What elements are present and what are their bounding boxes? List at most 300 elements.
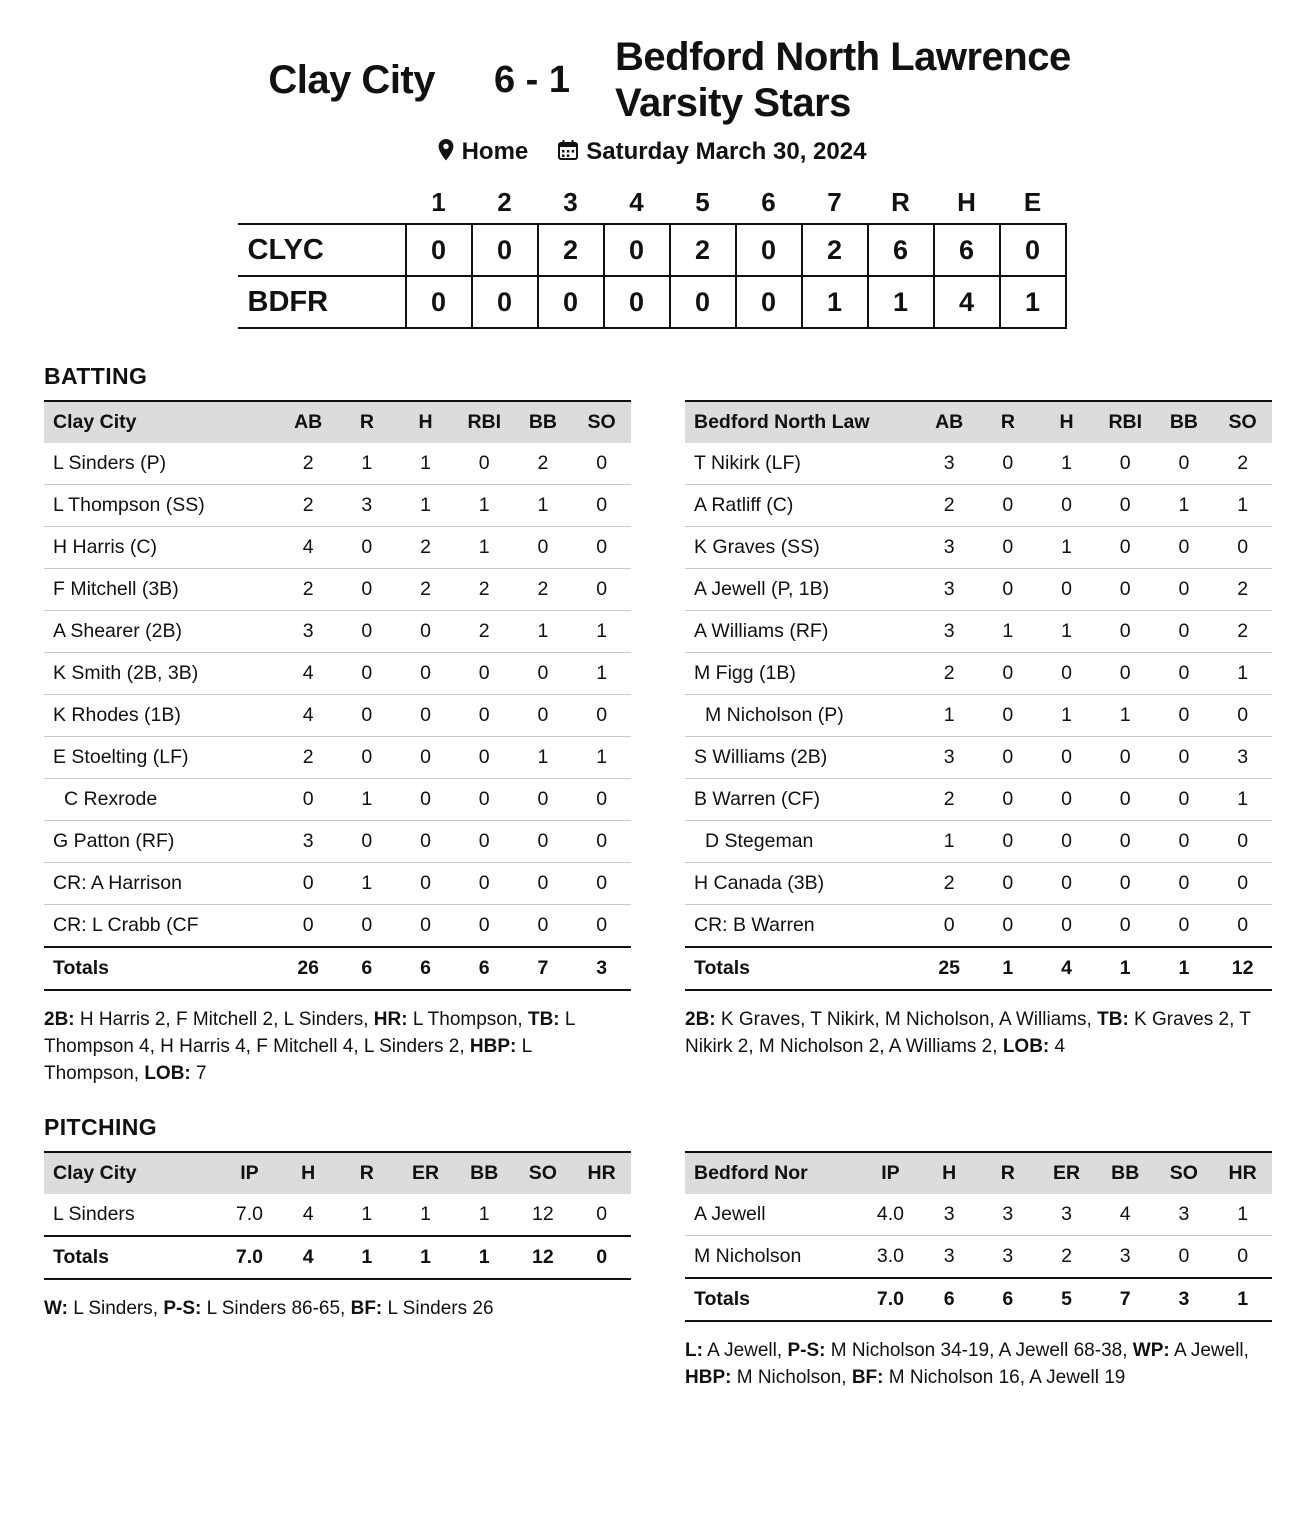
stat-h: 0 — [396, 905, 455, 948]
table-row — [44, 821, 631, 863]
stat-h: 3 — [920, 1194, 979, 1236]
stat-so: 0 — [572, 485, 631, 527]
stat-h: 2 — [396, 527, 455, 569]
table-row — [44, 1194, 631, 1236]
totals-ab: 26 — [279, 947, 338, 990]
note-text: H Harris 2, F Mitchell 2, L Sinders, — [74, 1009, 374, 1030]
note-label: 2B: — [685, 1009, 716, 1030]
linescore-away-errors: 0 — [1000, 224, 1066, 276]
stat-rbi: 0 — [1096, 905, 1155, 948]
linescore-home-errors: 1 — [1000, 276, 1066, 328]
stat-ab: 1 — [920, 695, 979, 737]
stat-ab: 3 — [920, 737, 979, 779]
linescore-away-inn-6: 0 — [736, 224, 802, 276]
stat-r: 1 — [338, 863, 397, 905]
col-h: H — [920, 1152, 979, 1194]
linescore-away-inn-4: 0 — [604, 224, 670, 276]
stat-ab: 3 — [920, 569, 979, 611]
stat-r: 1 — [338, 779, 397, 821]
stat-bb: 2 — [514, 569, 573, 611]
stat-rbi: 0 — [455, 779, 514, 821]
stat-bb: 0 — [1155, 611, 1214, 653]
player-name: S Williams (2B) — [685, 737, 920, 779]
stat-ip: 3.0 — [861, 1235, 920, 1278]
stat-r: 0 — [979, 569, 1038, 611]
totals-label: Totals — [44, 1236, 220, 1279]
col-bb: BB — [455, 1152, 514, 1194]
stat-h: 0 — [1037, 863, 1096, 905]
note-text: L Sinders 86-65, — [201, 1297, 351, 1319]
stat-rbi: 1 — [1096, 695, 1155, 737]
stat-so: 1 — [572, 611, 631, 653]
stat-so: 2 — [1213, 443, 1272, 485]
away-team-name: Clay City — [268, 57, 435, 102]
col-h: H — [279, 1152, 338, 1194]
player-name: L Thompson (SS) — [44, 485, 279, 527]
table-row — [44, 611, 631, 653]
stat-h: 0 — [396, 779, 455, 821]
stat-ab: 3 — [920, 527, 979, 569]
col-hr: HR — [572, 1152, 631, 1194]
stat-so: 1 — [572, 653, 631, 695]
linescore-away-inn-2: 0 — [472, 224, 538, 276]
col-ab: AB — [279, 401, 338, 443]
totals-bb: 7 — [1096, 1278, 1155, 1321]
stat-bb: 0 — [514, 527, 573, 569]
stat-rbi: 1 — [455, 485, 514, 527]
batting-columns — [0, 400, 1304, 1088]
teams-line — [0, 34, 1304, 126]
table-row — [685, 863, 1272, 905]
stat-h: 0 — [396, 695, 455, 737]
stat-bb: 0 — [514, 779, 573, 821]
stat-so: 1 — [1213, 779, 1272, 821]
stat-rbi: 0 — [455, 863, 514, 905]
stat-er: 3 — [1037, 1194, 1096, 1236]
table-row — [44, 779, 631, 821]
note-label: LOB: — [144, 1062, 191, 1084]
col-r: R — [978, 1152, 1037, 1194]
totals-h: 4 — [1037, 947, 1096, 990]
table-row — [685, 821, 1272, 863]
stat-h: 0 — [1037, 485, 1096, 527]
stat-h: 2 — [396, 569, 455, 611]
linescore-away-inn-7: 2 — [802, 224, 868, 276]
stat-r: 0 — [979, 527, 1038, 569]
stat-ab: 2 — [920, 485, 979, 527]
totals-row — [685, 947, 1272, 990]
stat-rbi: 0 — [1096, 863, 1155, 905]
stat-r: 0 — [338, 611, 397, 653]
player-name: A Williams (RF) — [685, 611, 920, 653]
linescore-col-7: 7 — [827, 187, 842, 217]
col-ab: AB — [920, 401, 979, 443]
player-name: E Stoelting (LF) — [44, 737, 279, 779]
linescore-col-r: R — [891, 187, 910, 217]
linescore-away-inn-5: 2 — [670, 224, 736, 276]
stat-rbi: 0 — [455, 443, 514, 485]
pitching-home-table — [685, 1151, 1272, 1322]
stat-rbi: 0 — [455, 905, 514, 948]
stat-r: 0 — [979, 863, 1038, 905]
linescore-home-inn-5: 0 — [670, 276, 736, 328]
stat-hr: 0 — [572, 1194, 631, 1236]
stat-so: 0 — [572, 443, 631, 485]
linescore-col-6: 6 — [761, 187, 776, 217]
table-row — [44, 569, 631, 611]
note-label: W: — [44, 1297, 68, 1319]
col-ip: IP — [220, 1152, 279, 1194]
linescore-away-inn-3: 2 — [538, 224, 604, 276]
col-h: H — [1037, 401, 1096, 443]
linescore-away-abbr: CLYC — [238, 224, 406, 276]
stat-rbi: 2 — [455, 569, 514, 611]
stat-er: 1 — [396, 1194, 455, 1236]
location-pin-icon — [438, 139, 454, 166]
stat-hr: 1 — [1213, 1194, 1272, 1236]
stat-bb: 0 — [514, 905, 573, 948]
home-team-name: Bedford North Lawrence Varsity Stars — [615, 35, 1071, 125]
player-name: A Ratliff (C) — [685, 485, 920, 527]
note-label: TB: — [527, 1009, 560, 1030]
linescore-col-e: E — [1023, 187, 1042, 217]
note-text: K Graves 2, T Nikirk 2, M Nicholson 2, A Williams 2, — [685, 1009, 1251, 1057]
stat-bb: 4 — [1096, 1194, 1155, 1236]
table-row — [44, 443, 631, 485]
stat-rbi: 0 — [455, 695, 514, 737]
stat-bb: 0 — [1155, 821, 1214, 863]
stat-h: 1 — [1037, 527, 1096, 569]
stat-rbi: 0 — [1096, 737, 1155, 779]
col-r: R — [337, 1152, 396, 1194]
linescore-home-abbr: BDFR — [238, 276, 406, 328]
totals-r: 1 — [979, 947, 1038, 990]
stat-ab: 0 — [279, 905, 338, 948]
note-label: 2B: — [44, 1009, 75, 1030]
note-text: L Sinders, — [67, 1297, 164, 1319]
batting-home-column — [685, 400, 1272, 1088]
stat-ab: 3 — [920, 443, 979, 485]
note-label: L: — [685, 1339, 703, 1361]
col-rbi: RBI — [455, 401, 514, 443]
stat-ab: 3 — [279, 611, 338, 653]
stat-h: 1 — [1037, 611, 1096, 653]
batting-away-team-header: Clay City — [44, 401, 279, 443]
game-location-label: Home — [461, 138, 529, 165]
stat-rbi: 0 — [1096, 443, 1155, 485]
stat-ab: 1 — [920, 821, 979, 863]
note-label: WP: — [1132, 1339, 1170, 1361]
player-name: K Rhodes (1B) — [44, 695, 279, 737]
totals-rbi: 6 — [455, 947, 514, 990]
note-label: BF: — [851, 1366, 884, 1388]
linescore-away-runs: 6 — [868, 224, 934, 276]
stat-bb: 0 — [1155, 695, 1214, 737]
linescore-header-row — [238, 182, 1066, 224]
calendar-icon — [558, 140, 578, 165]
stat-r: 0 — [979, 653, 1038, 695]
pitching-away-notes — [44, 1296, 631, 1323]
stat-so: 0 — [1155, 1235, 1214, 1278]
game-meta — [0, 138, 1304, 166]
col-r: R — [979, 401, 1038, 443]
stat-r: 0 — [338, 527, 397, 569]
totals-label: Totals — [685, 947, 920, 990]
linescore-col-1: 1 — [431, 187, 446, 217]
table-row — [685, 905, 1272, 948]
stat-rbi: 0 — [1096, 821, 1155, 863]
stat-r: 3 — [978, 1235, 1037, 1278]
stat-so: 1 — [1213, 485, 1272, 527]
totals-bb: 1 — [1155, 947, 1214, 990]
game-date — [558, 138, 866, 166]
stat-so: 1 — [572, 737, 631, 779]
col-er: ER — [1037, 1152, 1096, 1194]
stat-so: 0 — [1213, 695, 1272, 737]
stat-so: 0 — [572, 527, 631, 569]
note-text: M Nicholson 16, A Jewell 19 — [883, 1366, 1126, 1388]
linescore-home-inn-6: 0 — [736, 276, 802, 328]
stat-ab: 2 — [279, 569, 338, 611]
note-label: P-S: — [163, 1297, 202, 1319]
col-bb: BB — [1155, 401, 1214, 443]
player-name: H Canada (3B) — [685, 863, 920, 905]
pitcher-name: M Nicholson — [685, 1235, 861, 1278]
stat-bb: 0 — [1155, 863, 1214, 905]
player-name: L Sinders (P) — [44, 443, 279, 485]
table-row — [44, 527, 631, 569]
stat-h: 0 — [1037, 821, 1096, 863]
note-text: L Thompson, — [44, 1035, 532, 1084]
batting-home-team-header: Bedford North Law — [685, 401, 920, 443]
pitcher-name: A Jewell — [685, 1194, 861, 1236]
stat-h: 1 — [396, 485, 455, 527]
stat-so: 0 — [1213, 863, 1272, 905]
stat-r: 0 — [338, 653, 397, 695]
linescore-home-inn-1: 0 — [406, 276, 472, 328]
stat-bb: 1 — [514, 611, 573, 653]
note-label: TB: — [1097, 1009, 1129, 1030]
stat-h: 0 — [396, 821, 455, 863]
stat-r: 0 — [979, 737, 1038, 779]
stat-bb: 0 — [514, 695, 573, 737]
stat-rbi: 0 — [1096, 569, 1155, 611]
col-rbi: RBI — [1096, 401, 1155, 443]
stat-bb: 0 — [514, 821, 573, 863]
stat-bb: 1 — [514, 737, 573, 779]
stat-r: 1 — [979, 611, 1038, 653]
player-name: T Nikirk (LF) — [685, 443, 920, 485]
totals-so: 3 — [572, 947, 631, 990]
col-r: R — [338, 401, 397, 443]
linescore-away-hits: 6 — [934, 224, 1000, 276]
table-row — [685, 779, 1272, 821]
table-row — [685, 443, 1272, 485]
table-row — [685, 1235, 1272, 1278]
linescore-team-header — [238, 182, 406, 224]
pitching-home-column — [685, 1151, 1272, 1392]
col-so: SO — [514, 1152, 573, 1194]
table-row — [685, 611, 1272, 653]
table-header-row — [44, 401, 631, 443]
stat-rbi: 0 — [1096, 485, 1155, 527]
stat-r: 3 — [338, 485, 397, 527]
stat-rbi: 2 — [455, 611, 514, 653]
stat-so: 0 — [1213, 821, 1272, 863]
stat-so: 0 — [1213, 905, 1272, 948]
stat-ab: 2 — [279, 737, 338, 779]
stat-r: 0 — [338, 695, 397, 737]
stat-bb: 1 — [1155, 485, 1214, 527]
stat-r: 0 — [979, 695, 1038, 737]
final-score: 6 - 1 — [493, 58, 571, 101]
stat-ab: 2 — [279, 443, 338, 485]
linescore-col-5: 5 — [695, 187, 710, 217]
player-name: K Smith (2B, 3B) — [44, 653, 279, 695]
linescore-home-runs: 1 — [868, 276, 934, 328]
totals-row — [44, 1236, 631, 1279]
linescore-home-hits: 4 — [934, 276, 1000, 328]
col-so: SO — [1213, 401, 1272, 443]
totals-row — [44, 947, 631, 990]
linescore-away-inn-1: 0 — [406, 224, 472, 276]
stat-ab: 4 — [279, 695, 338, 737]
player-name: K Graves (SS) — [685, 527, 920, 569]
player-name: A Shearer (2B) — [44, 611, 279, 653]
pitching-home-notes — [685, 1338, 1272, 1392]
totals-ab: 25 — [920, 947, 979, 990]
stat-r: 0 — [338, 821, 397, 863]
linescore-home-inn-3: 0 — [538, 276, 604, 328]
linescore-col-3: 3 — [563, 187, 578, 217]
table-row — [44, 485, 631, 527]
stat-bb: 0 — [514, 653, 573, 695]
table-row — [44, 653, 631, 695]
totals-label: Totals — [685, 1278, 861, 1321]
stat-ab: 0 — [279, 863, 338, 905]
stat-rbi: 0 — [1096, 611, 1155, 653]
player-name: B Warren (CF) — [685, 779, 920, 821]
table-row — [44, 695, 631, 737]
stat-bb: 0 — [1155, 443, 1214, 485]
pitching-away-team-header: Clay City — [44, 1152, 220, 1194]
scoreboard-header — [0, 0, 1304, 166]
stat-r: 0 — [979, 779, 1038, 821]
pitching-home-team-header: Bedford Nor — [685, 1152, 861, 1194]
totals-er: 5 — [1037, 1278, 1096, 1321]
table-header-row — [685, 1152, 1272, 1194]
stat-ab: 2 — [279, 485, 338, 527]
linescore-col-4: 4 — [629, 187, 644, 217]
note-text: K Graves, T Nikirk, M Nicholson, A Williams, — [715, 1009, 1098, 1030]
stat-so: 12 — [514, 1194, 573, 1236]
stat-bb: 0 — [1155, 653, 1214, 695]
batting-home-notes — [685, 1007, 1272, 1061]
player-name: CR: B Warren — [685, 905, 920, 948]
stat-h: 0 — [1037, 905, 1096, 948]
linescore-home-inn-7: 1 — [802, 276, 868, 328]
table-header-row — [685, 401, 1272, 443]
stat-r: 0 — [979, 485, 1038, 527]
batting-away-notes — [44, 1007, 631, 1088]
player-name: CR: A Harrison — [44, 863, 279, 905]
stat-h: 1 — [1037, 695, 1096, 737]
linescore-table — [238, 182, 1067, 329]
totals-er: 1 — [396, 1236, 455, 1279]
stat-bb: 0 — [1155, 569, 1214, 611]
totals-hr: 1 — [1213, 1278, 1272, 1321]
stat-r: 0 — [979, 821, 1038, 863]
note-label: HBP: — [685, 1366, 732, 1388]
totals-h: 6 — [396, 947, 455, 990]
stat-r: 1 — [338, 443, 397, 485]
stat-ab: 3 — [920, 611, 979, 653]
stat-h: 0 — [396, 863, 455, 905]
stat-h: 0 — [396, 737, 455, 779]
table-row — [685, 695, 1272, 737]
col-er: ER — [396, 1152, 455, 1194]
table-row — [685, 527, 1272, 569]
stat-rbi: 0 — [1096, 653, 1155, 695]
stat-so: 2 — [1213, 611, 1272, 653]
stat-r: 0 — [979, 905, 1038, 948]
stat-h: 0 — [1037, 737, 1096, 779]
stat-h: 0 — [396, 611, 455, 653]
stat-ab: 2 — [920, 779, 979, 821]
linescore-col-2: 2 — [497, 187, 512, 217]
col-so: SO — [1155, 1152, 1214, 1194]
linescore-col-h: H — [957, 187, 976, 217]
note-label: BF: — [350, 1297, 383, 1319]
stat-ab: 3 — [279, 821, 338, 863]
stat-r: 1 — [337, 1194, 396, 1236]
stat-bb: 1 — [514, 485, 573, 527]
stat-ab: 0 — [920, 905, 979, 948]
batting-home-table — [685, 400, 1272, 991]
stat-bb: 0 — [1155, 527, 1214, 569]
stat-so: 0 — [572, 695, 631, 737]
table-row — [685, 485, 1272, 527]
stat-h: 0 — [1037, 569, 1096, 611]
stat-so: 0 — [1213, 527, 1272, 569]
player-name: D Stegeman — [685, 821, 920, 863]
stat-so: 2 — [1213, 569, 1272, 611]
pitching-section-title: PITCHING — [44, 1113, 158, 1140]
game-location — [438, 138, 529, 166]
stat-r: 0 — [338, 569, 397, 611]
col-bb: BB — [1096, 1152, 1155, 1194]
stat-h: 3 — [920, 1235, 979, 1278]
player-name: F Mitchell (3B) — [44, 569, 279, 611]
stat-so: 0 — [572, 821, 631, 863]
player-name: M Nicholson (P) — [685, 695, 920, 737]
table-header-row — [44, 1152, 631, 1194]
stat-hr: 0 — [1213, 1235, 1272, 1278]
linescore-wrapper — [0, 182, 1304, 329]
stat-bb: 3 — [1096, 1235, 1155, 1278]
stat-rbi: 0 — [455, 737, 514, 779]
stat-ip: 4.0 — [861, 1194, 920, 1236]
col-hr: HR — [1213, 1152, 1272, 1194]
totals-bb: 7 — [514, 947, 573, 990]
pitching-away-column — [44, 1151, 631, 1392]
note-label: LOB: — [1002, 1035, 1050, 1057]
stat-ip: 7.0 — [220, 1194, 279, 1236]
note-label: HBP: — [469, 1035, 517, 1057]
totals-r: 6 — [978, 1278, 1037, 1321]
note-text: A Jewell, — [1169, 1339, 1249, 1361]
totals-so: 12 — [514, 1236, 573, 1279]
